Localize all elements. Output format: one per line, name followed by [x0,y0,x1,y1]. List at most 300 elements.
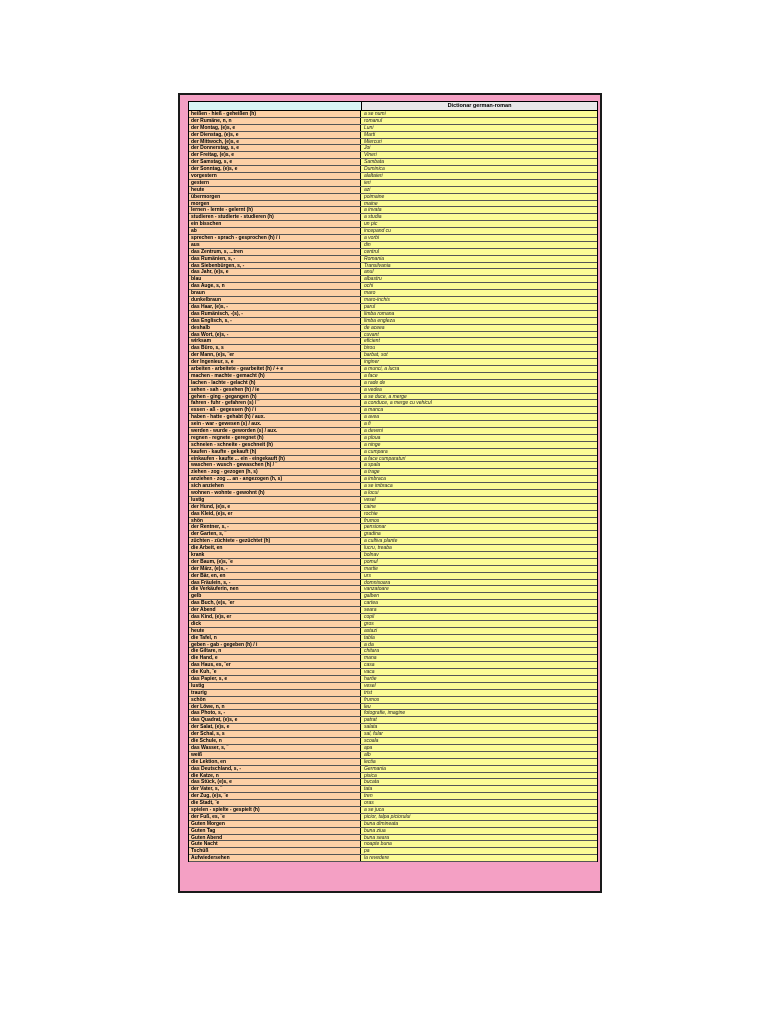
romanian-translation: ieri [361,180,597,186]
german-term: wirksam [189,338,361,344]
german-term: das Kind, (e)s, er [189,614,361,620]
table-row [189,394,597,401]
german-term: braun [189,290,361,296]
romanian-translation: buna dimineata [361,821,597,827]
table-row [189,504,597,511]
german-term: regnen - regnete - geregnet (h) [189,435,361,441]
romanian-translation: a cultiva plante [361,538,597,544]
german-term: morgen [189,201,361,207]
romanian-translation: rochie [361,511,597,517]
table-row [189,345,597,352]
table-row [189,759,597,766]
romanian-translation: domnisoara [361,580,597,586]
german-term: ab [189,228,361,234]
german-term: einkaufen - kaufte ... ein - eingekauft (h) [189,456,361,462]
german-term: der Hund, (e)s, e [189,504,361,510]
table-row [189,359,597,366]
german-term: ziehen - zog - gezogen (h, s) [189,469,361,475]
table-row [189,559,597,566]
romanian-translation: de aceea [361,325,597,331]
romanian-translation: Transilvania [361,263,597,269]
table-row [189,111,597,118]
romanian-translation: galben [361,593,597,599]
table-row [189,621,597,628]
german-term: geben - gab - gegeben (h) / i [189,642,361,648]
table-row [189,580,597,587]
german-term: gehen - ging - gegangen (h) [189,394,361,400]
german-term: heute [189,187,361,193]
romanian-translation: a munci, a lucra [361,366,597,372]
table-row [189,793,597,800]
romanian-translation: romanul [361,118,597,124]
table-row [189,655,597,662]
table-row [189,807,597,814]
german-term: gelb [189,593,361,599]
table-row [189,545,597,552]
romanian-translation: a se juca [361,807,597,813]
table-body [189,111,597,862]
german-term: der Fuß, es, ¨e [189,814,361,820]
table-row [189,531,597,538]
romanian-translation: a fi [361,421,597,427]
romanian-translation: apa [361,745,597,751]
table-row [189,118,597,125]
table-row [189,786,597,793]
german-term: der März, (e)s, - [189,566,361,572]
table-row [189,841,597,848]
romanian-translation: urs [361,573,597,579]
romanian-translation: buna ziua [361,828,597,834]
german-term: fahren - fuhr - gefahren (s) / ¨ [189,400,361,406]
table-row [189,366,597,373]
romanian-translation: Joi [361,145,597,151]
german-term: ein bisschen [189,221,361,227]
table-row [189,524,597,531]
german-term: die Hand, e [189,655,361,661]
table-row [189,814,597,821]
german-term: schneien - schneite - geschneit (h) [189,442,361,448]
table-row [189,207,597,214]
romanian-translation: Luni [361,125,597,131]
table-row [189,593,597,600]
german-term: die Stadt, ¨e [189,800,361,806]
romanian-translation: Sambata [361,159,597,165]
german-term: die Katze, n [189,773,361,779]
table-row [189,276,597,283]
table-row [189,338,597,345]
german-term: traurig [189,690,361,696]
romanian-translation: centrul [361,249,597,255]
german-term: wohnen - wohnte - gewohnt (h) [189,490,361,496]
title-row [189,102,597,111]
romanian-translation: la revedere [361,855,597,861]
table-row [189,552,597,559]
romanian-translation: tata [361,786,597,792]
table-row [189,731,597,738]
table-row [189,387,597,394]
table-row [189,497,597,504]
table-row [189,442,597,449]
table-row [189,228,597,235]
table-row [189,717,597,724]
table-row [189,352,597,359]
romanian-translation: a avea [361,414,597,420]
table-row [189,766,597,773]
table-row [189,290,597,297]
table-row [189,690,597,697]
german-term: deshalb [189,325,361,331]
romanian-translation: maine [361,201,597,207]
german-term: der Sonntag, (e)s, e [189,166,361,172]
german-term: Aufwiedersehen [189,855,361,861]
table-row [189,628,597,635]
romanian-translation: Vineri [361,152,597,158]
german-term: das Rumänisch, -(s), - [189,311,361,317]
table-row [189,469,597,476]
table-title: Dictionar german-roman [362,102,597,110]
table-row [189,373,597,380]
german-term: anziehen - zog ... an - angezogen (h, s) [189,476,361,482]
table-row [189,407,597,414]
table-row [189,462,597,469]
table-row [189,738,597,745]
german-term: das Jahr, (e)s, e [189,269,361,275]
romanian-translation: gros [361,621,597,627]
german-term: das Photo, s, - [189,710,361,716]
romanian-translation: poimaine [361,194,597,200]
romanian-translation: maro-inchis [361,297,597,303]
table-row [189,325,597,332]
german-term: vorgestern [189,173,361,179]
german-term: die Arbeit, en [189,545,361,551]
romanian-translation: a invata [361,207,597,213]
romanian-translation: a imbraca [361,476,597,482]
table-row [189,752,597,759]
romanian-translation: noapte buna [361,841,597,847]
romanian-translation: lectia [361,759,597,765]
romanian-translation: tabla [361,635,597,641]
german-term: der Rentner, s, - [189,524,361,530]
german-term: das Zentrum, s, ...tren [189,249,361,255]
romanian-translation: ochi [361,283,597,289]
romanian-translation: a rade de [361,380,597,386]
german-term: studieren - studierte - studieren (h) [189,214,361,220]
german-term: das Wort, (e)s, - [189,332,361,338]
german-term: lachen - lachte - gelacht (h) [189,380,361,386]
romanian-translation: Marti [361,132,597,138]
german-term: das Wasser, s, ¨ [189,745,361,751]
romanian-translation: un pic [361,221,597,227]
table-row [189,311,597,318]
table-row [189,187,597,194]
table-row [189,152,597,159]
table-row [189,779,597,786]
romanian-translation: fotografie, imagine [361,710,597,716]
romanian-translation: seara [361,607,597,613]
german-term: das Rumänien, s, - [189,256,361,262]
romanian-translation: albastru [361,276,597,282]
table-row [189,511,597,518]
romanian-translation: Germania [361,766,597,772]
romanian-translation: sal, fular [361,731,597,737]
romanian-translation: hartie [361,676,597,682]
romanian-translation: vanzatoare [361,586,597,592]
german-term: waschen - wusch - gewaschen (h) / ¨ [189,462,361,468]
german-term: essen - aß - gegessen (h) / i [189,407,361,413]
romanian-translation: trist [361,690,597,696]
table-row [189,125,597,132]
romanian-translation: cartea [361,600,597,606]
german-term: aus [189,242,361,248]
table-row [189,662,597,669]
table-row [189,724,597,731]
german-term: Guten Tag [189,828,361,834]
romanian-translation: cuvant [361,332,597,338]
german-term: das Buch, (e)s, ¨er [189,600,361,606]
romanian-translation: bucata [361,779,597,785]
german-term: Tschüß [189,848,361,854]
table-row [189,304,597,311]
german-term: der Vater, s, ¨ [189,786,361,792]
table-row [189,242,597,249]
romanian-translation: alaltaieri [361,173,597,179]
german-term: züchten - züchtete - gezüchtet (h) [189,538,361,544]
romanian-translation: oras [361,800,597,806]
romanian-translation: scoala [361,738,597,744]
german-term: das Auge, s, n [189,283,361,289]
table-row [189,800,597,807]
table-row [189,214,597,221]
table-row [189,483,597,490]
german-term: lernen - lernte - gelernt (h) [189,207,361,213]
german-term: das Deutschland, s, - [189,766,361,772]
romanian-translation: barbat, sot [361,352,597,358]
table-row [189,414,597,421]
romanian-translation: a cumpara [361,449,597,455]
romanian-translation: mana [361,655,597,661]
german-term: heute [189,628,361,634]
german-term: das Haar, (e)s, - [189,304,361,310]
romanian-translation: incepand cu [361,228,597,234]
romanian-translation: azi [361,187,597,193]
table-row [189,600,597,607]
table-row [189,435,597,442]
german-term: das Fräulein, s, - [189,580,361,586]
german-term: krank [189,552,361,558]
german-term: das Quadrat, (e)s, e [189,717,361,723]
table-row [189,697,597,704]
german-term: kaufen - kaufte - gekauft (h) [189,449,361,455]
table-row [189,607,597,614]
german-term: der Bär, en, en [189,573,361,579]
romanian-translation: lucru, treaba [361,545,597,551]
romanian-translation: a da [361,642,597,648]
romanian-translation: a manca [361,407,597,413]
romanian-translation: copil [361,614,597,620]
table-row [189,683,597,690]
german-term: das Kleid, (e)s, er [189,511,361,517]
table-row [189,332,597,339]
german-term: der Rumäne, n, n [189,118,361,124]
romanian-translation: a se numi [361,111,597,117]
romanian-translation: casa [361,662,597,668]
table-row [189,614,597,621]
romanian-translation: a spala [361,462,597,468]
table-row [189,648,597,655]
german-term: dick [189,621,361,627]
german-term: der Schal, s, s [189,731,361,737]
german-term: übermorgen [189,194,361,200]
romanian-translation: birou [361,345,597,351]
german-term: die Tafel, n [189,635,361,641]
romanian-translation: a ninge [361,442,597,448]
table-row [189,848,597,855]
romanian-translation: a vorbi [361,235,597,241]
table-row [189,145,597,152]
romanian-translation: limba romana [361,311,597,317]
german-term: das Haus, es, ¨er [189,662,361,668]
romanian-translation: gradina [361,531,597,537]
table-row [189,400,597,407]
table-row [189,139,597,146]
german-term: der Abend [189,607,361,613]
german-term: machen - machte - gemacht (h) [189,373,361,379]
german-term: das Siebenbürgen, s, - [189,263,361,269]
german-term: der Garten, s, ¨ [189,531,361,537]
german-term: die Schule, n [189,738,361,744]
german-term: sehen - sah - gesehen (h) / ie [189,387,361,393]
german-term: der Zug, (e)s, ¨e [189,793,361,799]
romanian-translation: frumos [361,697,597,703]
table-row [189,586,597,593]
romanian-translation: anul [361,269,597,275]
table-row [189,855,597,862]
table-row [189,318,597,325]
table-row [189,249,597,256]
table-row [189,283,597,290]
table-row [189,745,597,752]
table-row [189,828,597,835]
romanian-translation: vaca [361,669,597,675]
table-row [189,490,597,497]
romanian-translation: martie [361,566,597,572]
german-term: der Baum, (e)s, ¨e [189,559,361,565]
romanian-translation: salata [361,724,597,730]
german-term: dunkelbraun [189,297,361,303]
romanian-translation: chitara [361,648,597,654]
german-term: das Englisch, s, - [189,318,361,324]
german-term: Guten Abend [189,835,361,841]
romanian-translation: pisica [361,773,597,779]
table-row [189,538,597,545]
romanian-translation: Duminica [361,166,597,172]
romanian-translation: inginer [361,359,597,365]
table-row [189,476,597,483]
german-term: haben - hatte - gehabt (h) / aux. [189,414,361,420]
table-row [189,159,597,166]
table-row [189,710,597,717]
romanian-translation: a trage [361,469,597,475]
german-term: die Kuh, ¨e [189,669,361,675]
table-row [189,194,597,201]
german-term: der Samstag, s, e [189,159,361,165]
german-term: schön [189,697,361,703]
romanian-translation: a se imbraca [361,483,597,489]
romanian-translation: frumos [361,518,597,524]
romanian-translation: a studia [361,214,597,220]
table-row [189,566,597,573]
german-term: lustig [189,683,361,689]
german-term: blau [189,276,361,282]
romanian-translation: din [361,242,597,248]
romanian-translation: Miercuri [361,139,597,145]
romanian-translation: vesel [361,683,597,689]
table-row [189,269,597,276]
romanian-translation: a se duce, a merge [361,394,597,400]
german-term: Guten Morgen [189,821,361,827]
german-term: Gute Nacht [189,841,361,847]
table-row [189,835,597,842]
romanian-translation: patrat [361,717,597,723]
table-row [189,263,597,270]
romanian-translation: a face cumparaturi [361,456,597,462]
romanian-translation: caine [361,504,597,510]
german-term: das Büro, s, s [189,345,361,351]
romanian-translation: eficient [361,338,597,344]
table-row [189,380,597,387]
romanian-translation: buna seara [361,835,597,841]
romanian-translation: vesel [361,497,597,503]
dictionary-table [188,101,598,862]
german-term: der Löwe, n, n [189,704,361,710]
romanian-translation: a face [361,373,597,379]
german-term: spielen - spielte - gespielt (h) [189,807,361,813]
romanian-translation: bolnav [361,552,597,558]
table-row [189,821,597,828]
title-spacer [189,102,362,110]
table-row [189,297,597,304]
german-term: sich anziehen [189,483,361,489]
table-row [189,518,597,525]
table-row [189,256,597,263]
table-row [189,235,597,242]
romanian-translation: pensionar [361,524,597,530]
romanian-translation: parul [361,304,597,310]
german-term: der Montag, (e)s, e [189,125,361,131]
german-term: sein - war - gewesen (s) / aux. [189,421,361,427]
german-term: arbeiten - arbeitete - gearbeitet (h) / + e [189,366,361,372]
romanian-translation: alb [361,752,597,758]
table-row [189,449,597,456]
romanian-translation: picior, talpa piciorului [361,814,597,820]
romanian-translation: tren [361,793,597,799]
german-term: heißen - hieß - geheißen (h) [189,111,361,117]
romanian-translation: astazi [361,628,597,634]
german-term: der Ingenieur, s, e [189,359,361,365]
table-row [189,132,597,139]
table-row [189,421,597,428]
german-term: der Dienstag, (e)s, e [189,132,361,138]
table-row [189,221,597,228]
german-term: sprechen - sprach - gesprochen (h) / i [189,235,361,241]
german-term: der Freitag, (e)s, e [189,152,361,158]
german-term: das Stück, (e)s, e [189,779,361,785]
table-row [189,704,597,711]
table-row [189,166,597,173]
romanian-translation: a locui [361,490,597,496]
romanian-translation: limba engleza [361,318,597,324]
table-row [189,669,597,676]
